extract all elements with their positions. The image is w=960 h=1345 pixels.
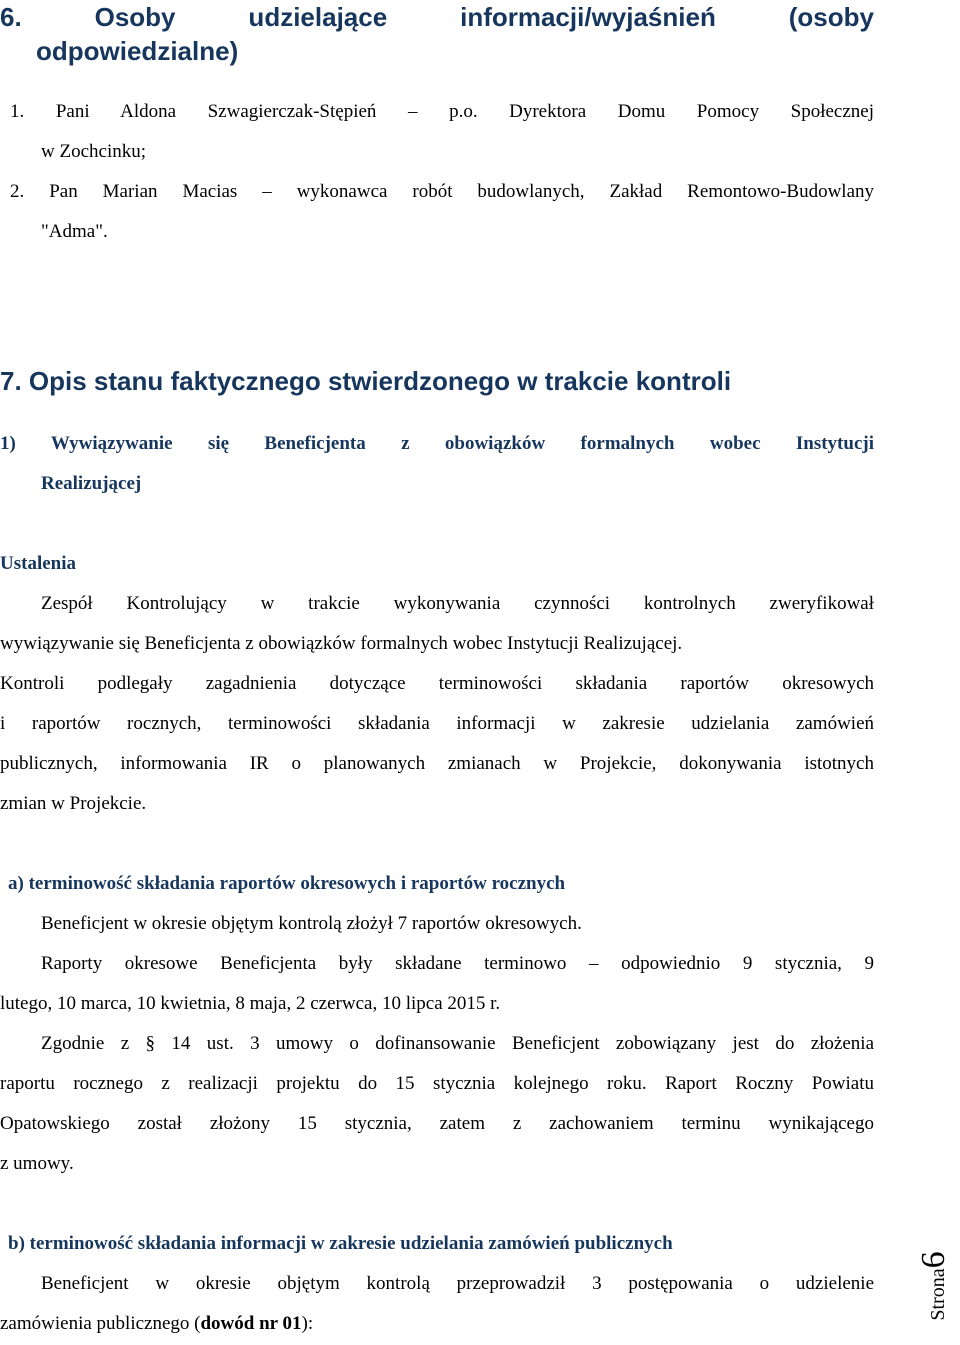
paragraph-2-line3: publicznych, informowania IR o planowanych zmianach w Projekcie, dokonywania istotnych: [0, 753, 874, 774]
page-word: Strona: [927, 1268, 949, 1321]
section-6-item-2-line2: "Adma".: [41, 221, 108, 242]
section-6-item-1-line1: 1. Pani Aldona Szwagierczak-Stępień – p.o. Dyrektora Domu Pomocy Społecznej: [10, 101, 874, 122]
section-7-subsection-1-line1: 1) Wywiązywanie się Beneficjenta z obowiązków formalnych wobec Instytucji: [0, 433, 874, 454]
point-b-line2-suffix: ):: [301, 1313, 314, 1334]
point-b-line2-prefix: zamówienia publicznego (: [0, 1313, 201, 1334]
section-7-title: 7. Opis stanu faktycznego stwierdzonego w trakcie kontroli: [0, 366, 732, 396]
section-6-title-line2: odpowiedzialne): [36, 36, 239, 66]
point-a-line5: raportu rocznego z realizacji projektu do 15 stycznia kolejnego roku. Raport Roczny Powiatu: [0, 1073, 874, 1094]
point-a-line3: lutego, 10 marca, 10 kwietnia, 8 maja, 2 czerwca, 10 lipca 2015 r.: [0, 993, 501, 1014]
point-a-line7: z umowy.: [0, 1153, 74, 1174]
point-b-line2: [0, 1312, 313, 1336]
point-a-line4: Zgodnie z § 14 ust. 3 umowy o dofinansowanie Beneficjent zobowiązany jest do złożenia: [41, 1033, 874, 1054]
section-7-subsection-1-line2: Realizującej: [41, 473, 142, 494]
evidence-reference: dowód nr 01: [200, 1313, 302, 1334]
section-6-item-2-line1: 2. Pan Marian Macias – wykonawca robót budowlanych, Zakład Remontowo-Budowlany: [10, 181, 874, 202]
paragraph-2-line4: zmian w Projekcie.: [0, 793, 147, 814]
section-6-title-line1: 6. Osoby udzielające informacji/wyjaśnień (osoby: [0, 2, 874, 32]
paragraph-1-line1: Zespół Kontrolujący w trakcie wykonywania czynności kontrolnych zweryfikował: [41, 593, 874, 614]
point-a-line1: Beneficjent w okresie objętym kontrolą złożył 7 raportów okresowych.: [41, 913, 582, 934]
point-a-heading: a) terminowość składania raportów okresowych i raportów rocznych: [8, 873, 566, 894]
paragraph-1-line2: wywiązywanie się Beneficjenta z obowiązków formalnych wobec Instytucji Realizującej.: [0, 633, 683, 654]
point-b-heading: b) terminowość składania informacji w zakresie udzielania zamówień publicznych: [8, 1233, 673, 1254]
ustalenia-heading: Ustalenia: [0, 553, 76, 574]
paragraph-2-line1: Kontroli podlegały zagadnienia dotyczące terminowości składania raportów okresowych: [0, 673, 874, 694]
point-b-line1: Beneficjent w okresie objętym kontrolą przeprowadził 3 postępowania o udzielenie: [41, 1273, 874, 1294]
paragraph-2-line2: i raportów rocznych, terminowości składania informacji w zakresie udzielania zamówień: [0, 713, 874, 734]
page-number-label: [914, 1231, 954, 1341]
point-a-line2: Raporty okresowe Beneficjenta były składane terminowo – odpowiednio 9 stycznia, 9: [41, 953, 874, 974]
point-a-line6: Opatowskiego został złożony 15 stycznia, zatem z zachowaniem terminu wynikającego: [0, 1113, 874, 1134]
page-number: 6: [915, 1251, 952, 1269]
section-6-item-1-line2: w Zochcinku;: [41, 141, 147, 162]
